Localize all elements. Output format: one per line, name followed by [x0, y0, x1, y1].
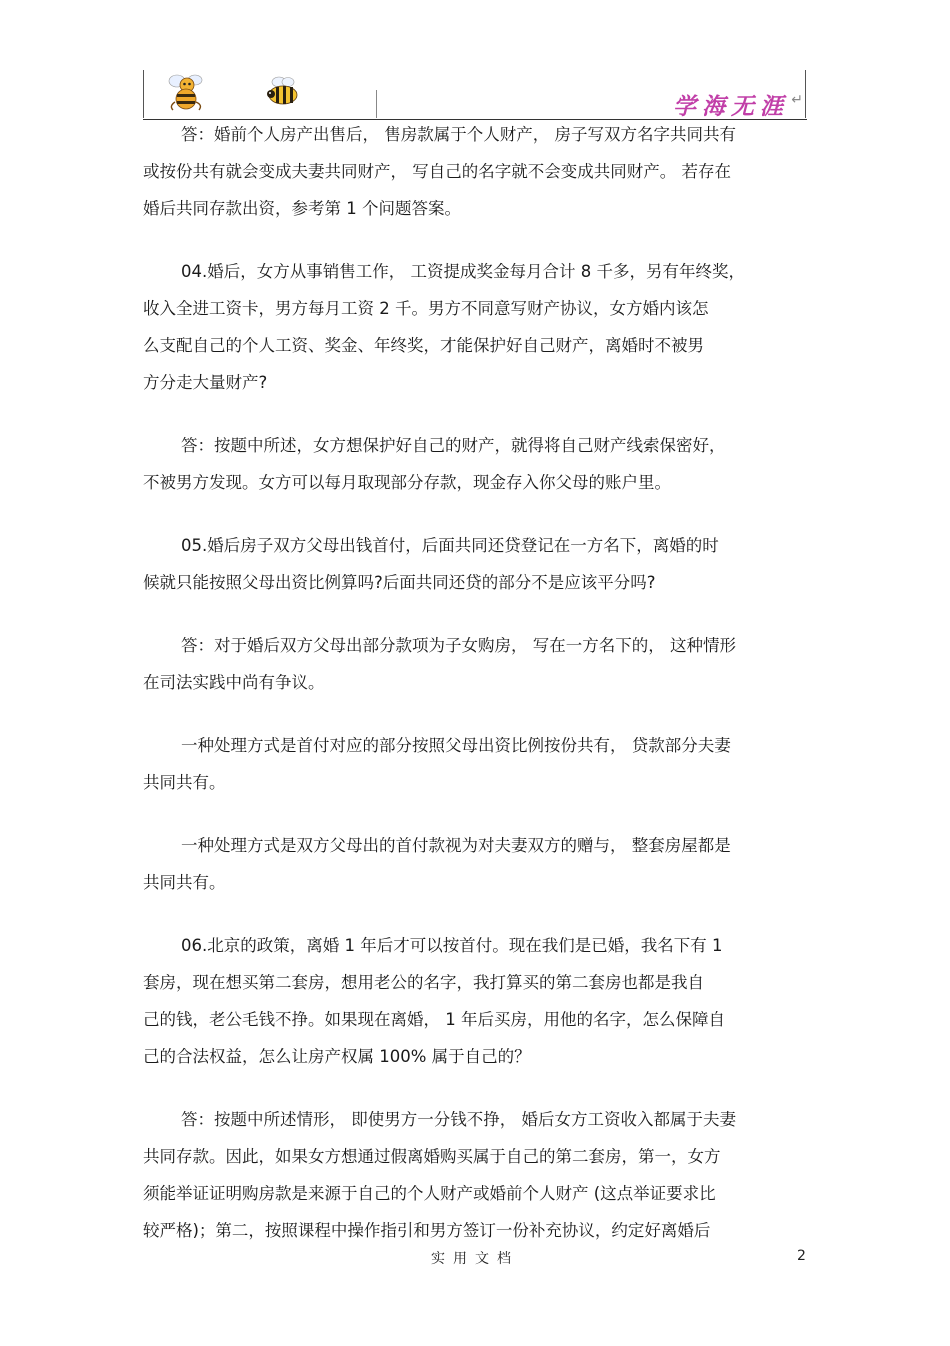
question-paragraph — [143, 527, 807, 601]
text-line: 答：婚前个人房产出售后， 售房款属于个人财产， 房子写双方名字共同共有 — [181, 125, 736, 144]
answer-paragraph — [143, 1101, 807, 1249]
header-divider — [376, 90, 377, 118]
text-line: 婚后共同存款出资，参考第 1 个问题答案。 — [143, 199, 461, 218]
footer-label: 实用文档 — [431, 1251, 519, 1267]
text-line: 收入全进工资卡，男方每月工资 2 千。男方不同意写财产协议，女方婚内该怎 — [143, 299, 709, 318]
text-line: 己的合法权益，怎么让房产权属 100% 属于自己的？ — [143, 1047, 531, 1066]
text-line: 不被男方发现。女方可以每月取现部分存款，现金存入你父母的账户里。 — [143, 473, 671, 492]
text-line: 在司法实践中尚有争议。 — [143, 673, 325, 692]
page-header — [143, 68, 807, 122]
header-left-border — [143, 70, 144, 118]
text-line: 候就只能按照父母出资比例算吗?后面共同还贷的部分不是应该平分吗? — [143, 573, 656, 592]
text-line: 套房，现在想买第二套房，想用老公的名字，我打算买的第二套房也都是我自 — [143, 973, 704, 992]
text-line: 一种处理方式是双方父母出的首付款视为对夫妻双方的赠与， 整套房屋都是 — [181, 836, 731, 855]
text-line: 共同共有。 — [143, 773, 226, 792]
text-line: 己的钱，老公毛钱不挣。如果现在离婚， 1 年后买房，用他的名字，怎么保障自 — [143, 1010, 725, 1029]
text-line: 答：按题中所述，女方想保护好自己的财产，就得将自己财产线索保密好， — [181, 436, 726, 455]
text-line: 共同共有。 — [143, 873, 226, 892]
text-line: 06.北京的政策，离婚 1 年后才可以按首付。现在我们是已婚，我名下有 1 — [181, 936, 723, 955]
text-line: 方分走大量财产? — [143, 373, 268, 392]
paragraph — [143, 827, 807, 901]
text-line: 一种处理方式是首付对应的部分按照父母出资比例按份共有， 贷款部分夫妻 — [181, 736, 731, 755]
bee-cartoon-icon — [165, 72, 209, 112]
header-motto: 学海无涯 — [673, 93, 789, 120]
answer-paragraph — [143, 627, 807, 701]
text-line: 较严格)；第二，按照课程中操作指引和男方签订一份补充协议，约定好离婚后 — [143, 1221, 711, 1240]
question-paragraph — [143, 253, 807, 401]
page-footer — [0, 1248, 950, 1272]
text-line: 答：按题中所述情形， 即使男方一分钱不挣， 婚后女方工资收入都属于夫妻 — [181, 1110, 736, 1129]
text-line: 答：对于婚后双方父母出部分款项为子女购房， 写在一方名下的， 这种情形 — [181, 636, 736, 655]
text-line: 须能举证证明购房款是来源于自己的个人财产或婚前个人财产 (这点举证要求比 — [143, 1184, 716, 1203]
paragraph — [143, 116, 807, 227]
text-line: 或按份共有就会变成夫妻共同财产， 写自己的名字就不会变成共同财产。 若存在 — [143, 162, 731, 181]
page-number: 2 — [797, 1248, 806, 1264]
answer-paragraph — [143, 427, 807, 501]
document-body — [143, 116, 807, 1249]
text-line: 05.婚后房子双方父母出钱首付，后面共同还贷登记在一方名下，离婚的时 — [181, 536, 719, 555]
question-paragraph — [143, 927, 807, 1075]
text-line: 共同存款。因此，如果女方想通过假离婚购买属于自己的第二套房，第一，女方 — [143, 1147, 721, 1166]
bee-icon — [263, 76, 303, 108]
text-line: 04.婚后，女方从事销售工作， 工资提成奖金每月合计 8 千多，另有年终奖， — [181, 262, 745, 281]
paragraph — [143, 727, 807, 801]
return-mark: ↵ — [791, 92, 803, 108]
header-right-border — [805, 70, 806, 118]
text-line: 么支配自己的个人工资、奖金、年终奖，才能保护好自己财产，离婚时不被男 — [143, 336, 704, 355]
